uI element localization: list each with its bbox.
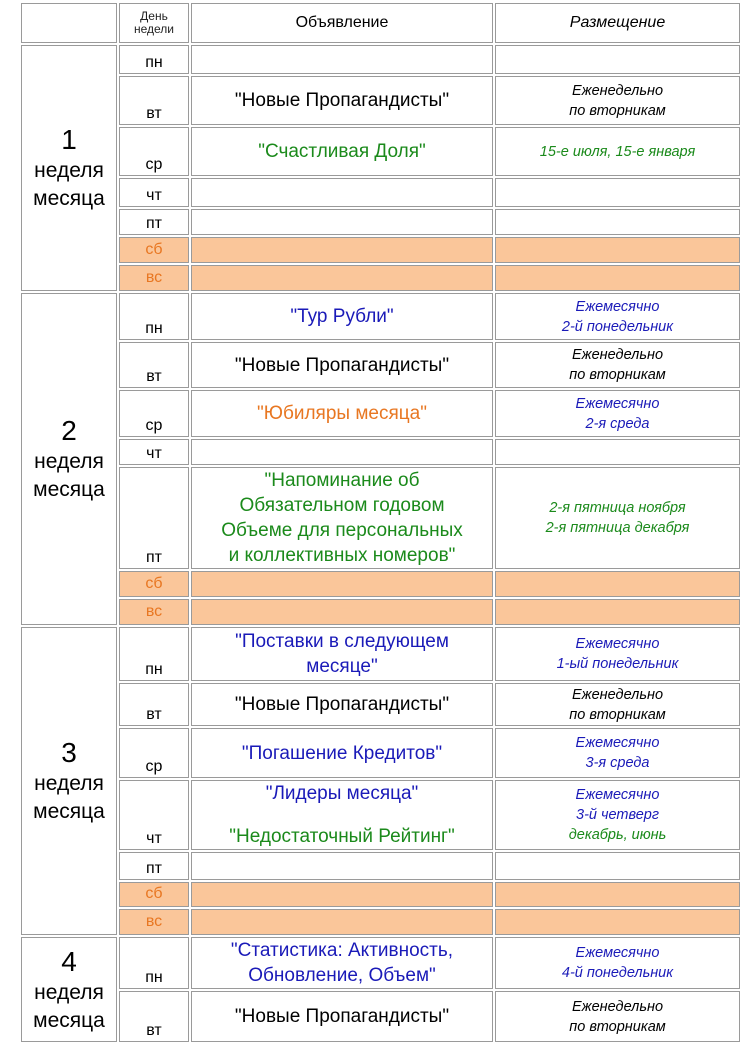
day-cell: [119, 882, 189, 907]
table-row: [21, 45, 740, 74]
day-label: чт: [146, 830, 162, 847]
day-label: вт: [146, 368, 162, 385]
weekend-row: [21, 882, 740, 907]
placement-cell: [495, 45, 740, 74]
announcement-cell: [191, 76, 493, 125]
placement-cell: [495, 882, 740, 907]
day-label: вт: [146, 1022, 162, 1039]
weekend-row: [21, 265, 740, 291]
day-cell: [119, 178, 189, 207]
announcement-text: "Напоминание об: [264, 470, 420, 491]
placement-text: Ежемесячно: [575, 787, 660, 803]
announcement-cell: [191, 178, 493, 207]
day-cell: [119, 571, 189, 597]
announcement-cell: [191, 780, 493, 850]
day-cell: [119, 937, 189, 989]
placement-cell: [495, 127, 740, 176]
announcement-text: "Статистика: Активность,: [230, 940, 454, 961]
day-cell: [119, 390, 189, 437]
placement-text: Ежемесячно: [575, 636, 660, 652]
day-label: сб: [145, 240, 163, 258]
weekend-row: [21, 909, 740, 935]
announcement-cell: [191, 467, 493, 569]
announcement-cell: [191, 882, 493, 907]
placement-text: 2-й понедельник: [561, 318, 674, 335]
day-cell: [119, 683, 189, 726]
placement-cell: [495, 237, 740, 263]
announcement-text: "Счастливая Доля": [258, 141, 426, 162]
day-label: чт: [146, 445, 162, 462]
day-label: пн: [145, 969, 163, 986]
day-cell: [119, 237, 189, 263]
table-row: [21, 76, 740, 125]
placement-cell: [495, 909, 740, 935]
week-label-line2: месяца: [33, 187, 105, 210]
announcement-cell: [191, 852, 493, 880]
placement-cell: [495, 599, 740, 625]
table-row: [21, 937, 740, 989]
placement-text: Ежемесячно: [575, 735, 660, 751]
header-day-line1: День: [140, 9, 168, 23]
day-label: вс: [145, 268, 163, 286]
placement-cell: [495, 937, 740, 989]
day-cell: [119, 45, 189, 74]
week-label-line2: месяца: [33, 800, 105, 823]
placement-text: 2-я пятница декабря: [545, 520, 690, 536]
table-row: [21, 439, 740, 465]
week-label-line1: неделя: [34, 772, 104, 795]
table-row: [21, 683, 740, 726]
placement-text: Ежемесячно: [575, 395, 660, 412]
day-cell: [119, 728, 189, 778]
day-label: пт: [146, 549, 162, 566]
placement-text: Еженедельно: [571, 82, 664, 99]
placement-text: по вторникам: [569, 102, 666, 119]
placement-text: 2-я среда: [585, 415, 650, 432]
placement-text: Еженедельно: [571, 998, 664, 1015]
day-cell: [119, 599, 189, 625]
day-label: вс: [145, 602, 163, 620]
day-label: пн: [145, 661, 163, 678]
announcement-cell: [191, 728, 493, 778]
announcement-text: "Недостаточный Рейтинг": [229, 826, 455, 847]
announcement-text: "Юбиляры месяца": [257, 403, 427, 424]
table-row: [21, 293, 740, 340]
table-row: [21, 390, 740, 437]
week-4-cell: [21, 937, 117, 1042]
placement-text: Ежемесячно: [575, 945, 660, 961]
day-cell: [119, 439, 189, 465]
placement-cell: [495, 342, 740, 388]
announcement-text: "Лидеры месяца": [265, 783, 419, 804]
announcement-cell: [191, 127, 493, 176]
table-row: [21, 728, 740, 778]
day-cell: [119, 909, 189, 935]
placement-cell: [495, 178, 740, 207]
header-row: [21, 3, 740, 43]
announcement-text: и коллективных номеров": [228, 545, 456, 566]
header-cell-empty: [21, 3, 117, 43]
day-label: сб: [145, 574, 163, 592]
day-label: вт: [146, 105, 162, 122]
placement-cell: [495, 265, 740, 291]
day-label: сб: [145, 885, 163, 902]
announcement-text: "Поставки в следующем: [235, 631, 449, 652]
placement-text: по вторникам: [569, 1018, 666, 1035]
table-row: [21, 991, 740, 1042]
header-day-of-week: [119, 3, 189, 43]
day-cell: [119, 293, 189, 340]
week-3-cell: [21, 627, 117, 935]
day-label: пт: [146, 215, 162, 232]
placement-text: Ежемесячно: [575, 298, 660, 315]
weekend-row: [21, 237, 740, 263]
placement-cell: [495, 571, 740, 597]
placement-cell: [495, 76, 740, 125]
placement-cell: [495, 439, 740, 465]
announcement-cell: [191, 237, 493, 263]
table-row: [21, 178, 740, 207]
weekend-row: [21, 599, 740, 625]
announcement-text: Объеме для персональных: [221, 520, 463, 541]
week-label-line2: месяца: [33, 478, 105, 501]
announcement-text: "Новые Пропагандисты": [234, 694, 450, 715]
table-row: [21, 627, 740, 681]
week-number: 1: [61, 124, 77, 155]
table-row: [21, 209, 740, 235]
placement-text: по вторникам: [569, 367, 666, 383]
day-label: пн: [145, 320, 163, 337]
day-cell: [119, 852, 189, 880]
announcement-cell: [191, 571, 493, 597]
day-cell: [119, 991, 189, 1042]
placement-text: 3-я среда: [585, 755, 650, 771]
announcement-text: "Новые Пропагандисты": [234, 1006, 450, 1027]
placement-text: Еженедельно: [571, 347, 664, 363]
announcement-cell: [191, 265, 493, 291]
day-label: пн: [145, 54, 163, 71]
placement-cell: [495, 728, 740, 778]
announcement-cell: [191, 390, 493, 437]
placement-text: декабрь, июнь: [568, 827, 667, 843]
announcement-cell: [191, 293, 493, 340]
placement-cell: [495, 780, 740, 850]
placement-cell: [495, 467, 740, 569]
announcement-cell: [191, 937, 493, 989]
header-announcement: Объявление: [191, 3, 493, 43]
announcement-cell: [191, 45, 493, 74]
week-number: 2: [61, 415, 77, 446]
week-label-line1: неделя: [34, 450, 104, 473]
placement-text: 3-й четверг: [576, 807, 659, 823]
placement-cell: [495, 852, 740, 880]
day-label: вт: [146, 706, 162, 723]
week-label-line1: неделя: [34, 159, 104, 182]
day-cell: [119, 127, 189, 176]
announcement-cell: [191, 909, 493, 935]
day-cell: [119, 265, 189, 291]
announcement-cell: [191, 683, 493, 726]
week-label-line2: месяца: [33, 1008, 105, 1032]
announcement-cell: [191, 627, 493, 681]
placement-text: 1-ый понедельник: [556, 656, 679, 672]
day-cell: [119, 76, 189, 125]
day-label: вс: [145, 912, 163, 930]
placement-cell: [495, 209, 740, 235]
day-label: чт: [146, 187, 162, 204]
header-day-line2: недели: [133, 22, 175, 36]
placement-cell: [495, 683, 740, 726]
table-row: [21, 780, 740, 850]
weekend-row: [21, 571, 740, 597]
placement-text: 2-я пятница ноября: [549, 500, 686, 516]
header-placement: Размещение: [495, 3, 740, 43]
placement-cell: [495, 390, 740, 437]
announcement-cell: [191, 599, 493, 625]
placement-cell: [495, 991, 740, 1042]
announcement-text: "Погашение Кредитов": [241, 742, 443, 764]
placement-text: по вторникам: [569, 706, 666, 723]
placement-cell: [495, 627, 740, 681]
table-row: [21, 467, 740, 569]
placement-cell: [495, 293, 740, 340]
week-number: 3: [61, 737, 77, 768]
table-row: [21, 127, 740, 176]
announcement-cell: [191, 991, 493, 1042]
day-cell: [119, 467, 189, 569]
announcement-cell: [191, 209, 493, 235]
day-cell: [119, 627, 189, 681]
schedule-table: [19, 1, 742, 1044]
day-cell: [119, 780, 189, 850]
announcement-text: месяце": [306, 656, 378, 677]
announcement-text: Обновление, Объем": [248, 965, 436, 986]
day-cell: [119, 209, 189, 235]
table-row: [21, 852, 740, 880]
day-cell: [119, 342, 189, 388]
day-label: ср: [145, 156, 163, 173]
day-label: ср: [145, 417, 163, 434]
announcement-cell: [191, 439, 493, 465]
announcement-text: "Новые Пропагандисты": [234, 90, 450, 111]
placement-text: 15-е июля, 15-е января: [539, 143, 696, 160]
announcement-text: Обязательном годовом: [239, 495, 445, 516]
day-label: пт: [146, 860, 162, 877]
announcement-cell: [191, 342, 493, 388]
announcement-text: "Новые Пропагандисты": [234, 354, 450, 376]
week-2-cell: [21, 293, 117, 625]
table-row: [21, 342, 740, 388]
announcement-text: "Тур Рубли": [290, 306, 394, 327]
week-1-cell: [21, 45, 117, 291]
week-label-line1: неделя: [34, 980, 104, 1004]
placement-text: 4-й понедельник: [561, 965, 674, 981]
placement-text: Еженедельно: [571, 686, 664, 703]
day-label: ср: [145, 758, 163, 775]
week-number: 4: [61, 945, 77, 977]
